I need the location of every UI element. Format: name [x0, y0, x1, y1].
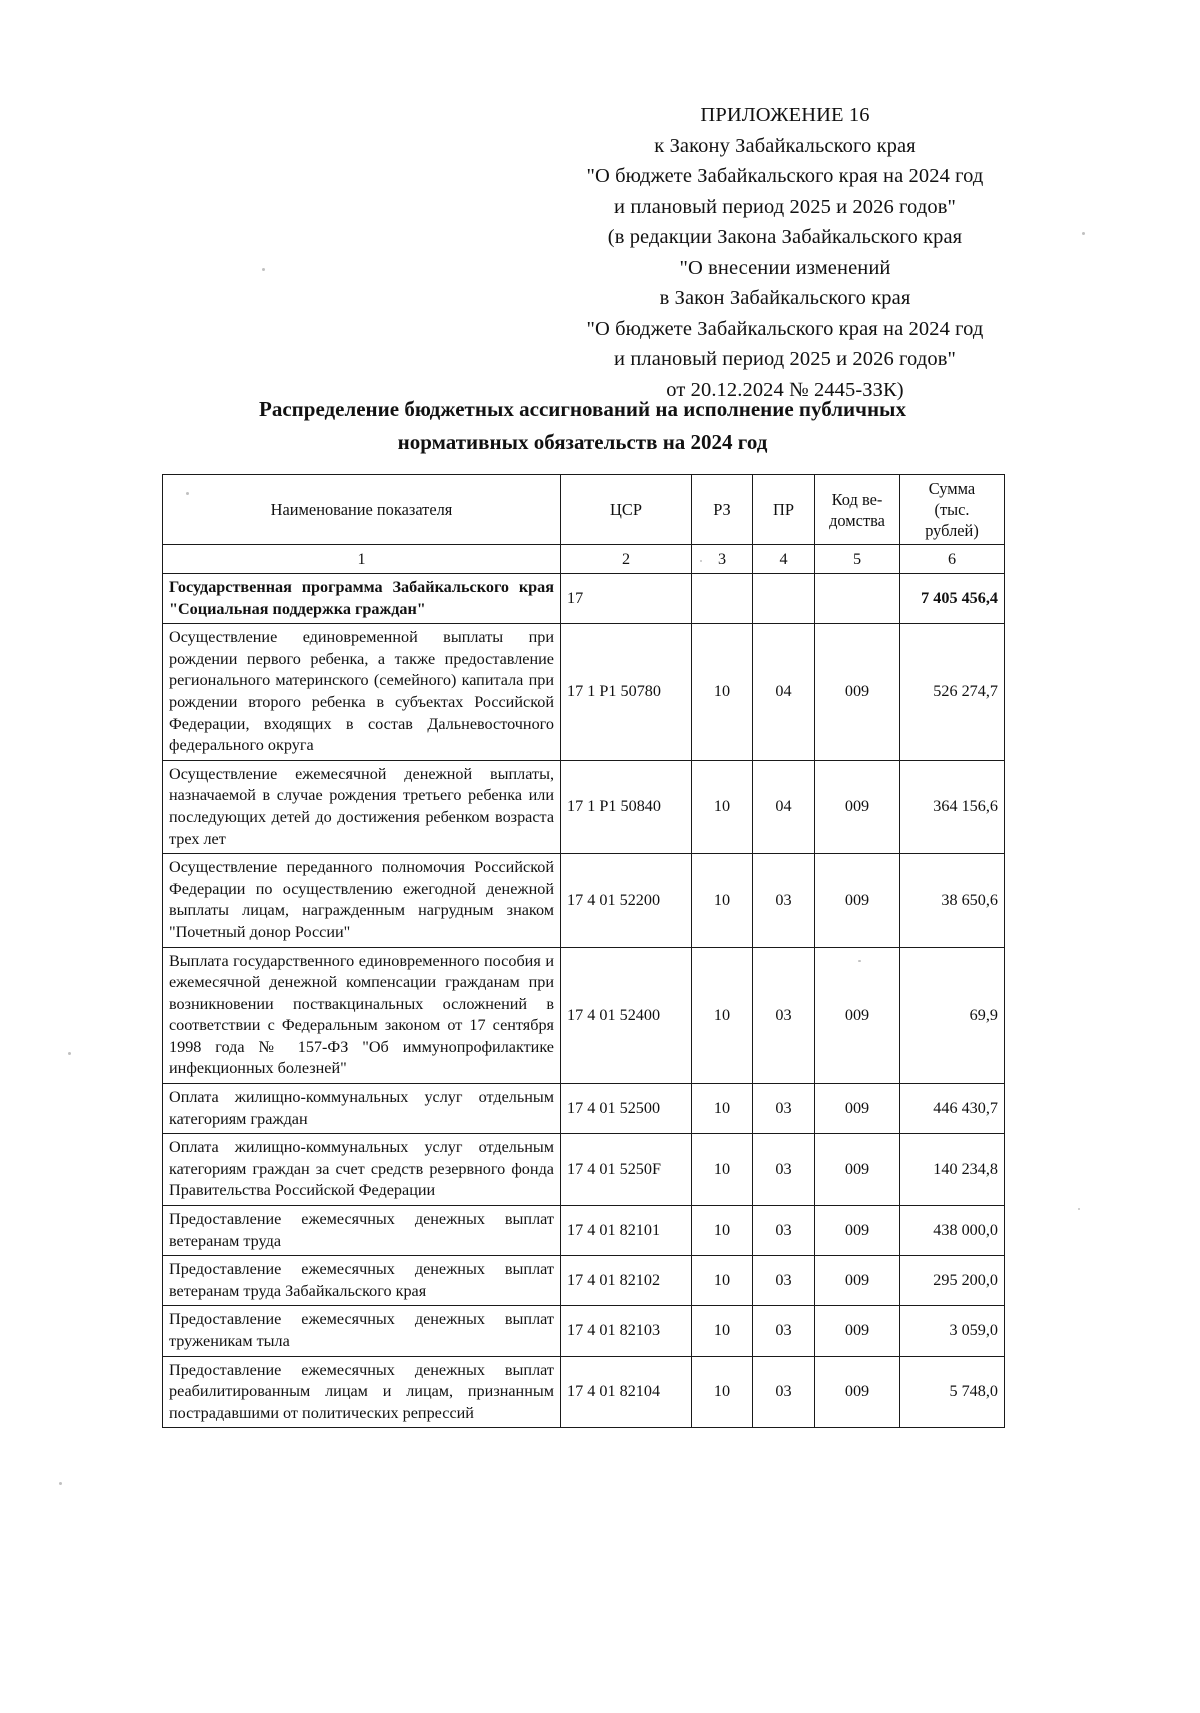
- table-row: [163, 1134, 1005, 1206]
- document-header: [555, 100, 1015, 405]
- column-header-rz: РЗ: [692, 475, 753, 545]
- cell-rz: 10: [692, 624, 753, 761]
- cell-pr: 03: [753, 1356, 815, 1428]
- column-number-4: 4: [753, 545, 815, 574]
- table-row: [163, 854, 1005, 947]
- cell-name: Осуществление переданного полномочия Российской Федерации по осуществлению ежегодной денежной выплаты лицам, награжденным нагрудным знаком "Почетный донор России": [163, 854, 561, 947]
- column-header-pr: ПР: [753, 475, 815, 545]
- header-line-9: от 20.12.2024 № 2445-ЗЗК): [666, 378, 904, 401]
- cell-csr: 17 4 01 82102: [561, 1256, 692, 1306]
- cell-pr: 03: [753, 854, 815, 947]
- table-row: [163, 947, 1005, 1084]
- cell-name: Государственная программа Забайкальского края "Социальная поддержка граждан": [163, 574, 561, 624]
- table-header: [163, 475, 1005, 574]
- cell-csr: 17: [561, 574, 692, 624]
- cell-csr: 17 4 01 52500: [561, 1084, 692, 1134]
- cell-csr: 17 1 Р1 50780: [561, 624, 692, 761]
- column-header-summa: [900, 475, 1005, 545]
- table-row: [163, 1084, 1005, 1134]
- cell-vedomstvo: 009: [815, 1134, 900, 1206]
- cell-summa: 438 000,0: [900, 1206, 1005, 1256]
- cell-rz: [692, 574, 753, 624]
- cell-rz: 10: [692, 1256, 753, 1306]
- cell-rz: 10: [692, 1356, 753, 1428]
- cell-summa: 295 200,0: [900, 1256, 1005, 1306]
- cell-name: Предоставление ежемесячных денежных выплат ветеранам труда: [163, 1206, 561, 1256]
- column-number-row: [163, 545, 1005, 574]
- cell-summa: 38 650,6: [900, 854, 1005, 947]
- table-row: [163, 1206, 1005, 1256]
- cell-vedomstvo: 009: [815, 1084, 900, 1134]
- cell-pr: 03: [753, 1134, 815, 1206]
- cell-rz: 10: [692, 947, 753, 1084]
- table-row: [163, 1356, 1005, 1428]
- column-header-name: Наименование показателя: [163, 475, 561, 545]
- header-line-2: "О бюджете Забайкальского края на 2024 год: [586, 165, 984, 187]
- cell-vedomstvo: 009: [815, 854, 900, 947]
- cell-summa: 5 748,0: [900, 1356, 1005, 1428]
- cell-pr: 04: [753, 760, 815, 853]
- column-header-summa-line2: (тыс. рублей): [925, 500, 979, 540]
- column-header-vedomstvo-line1: Код ве-: [831, 489, 883, 509]
- cell-rz: 10: [692, 854, 753, 947]
- cell-summa: 446 430,7: [900, 1084, 1005, 1134]
- cell-name: Выплата государственного единовременного пособия и ежемесячной денежной компенсации гражданам при возникновении поствакцинальных осложнений в соответствии с Федеральным законом от 17 сентября 1998 года № 157-ФЗ "Об иммунопрофилактике инфекционных болезней": [163, 947, 561, 1084]
- cell-name: Оплата жилищно-коммунальных услуг отдельным категориям граждан: [163, 1084, 561, 1134]
- table-header-row: [163, 475, 1005, 545]
- cell-pr: 03: [753, 947, 815, 1084]
- cell-summa: 3 059,0: [900, 1306, 1005, 1356]
- header-line-3: и плановый период 2025 и 2026 годов": [614, 195, 956, 218]
- budget-table: [162, 474, 1005, 1428]
- cell-name: Предоставление ежемесячных денежных выплат ветеранам труда Забайкальского края: [163, 1256, 561, 1306]
- header-line-6: в Закон Забайкальского края: [659, 287, 911, 309]
- cell-rz: 10: [692, 760, 753, 853]
- cell-vedomstvo: 009: [815, 1356, 900, 1428]
- table-body: [163, 574, 1005, 1428]
- cell-csr: 17 4 01 52200: [561, 854, 692, 947]
- cell-csr: 17 4 01 52400: [561, 947, 692, 1084]
- cell-vedomstvo: 009: [815, 760, 900, 853]
- budget-table-wrapper: [162, 474, 1004, 1428]
- cell-summa: 526 274,7: [900, 624, 1005, 761]
- header-line-7: "О бюджете Забайкальского края на 2024 год: [586, 317, 984, 340]
- cell-pr: 04: [753, 624, 815, 761]
- cell-rz: 10: [692, 1206, 753, 1256]
- cell-rz: 10: [692, 1306, 753, 1356]
- table-row: [163, 760, 1005, 853]
- cell-rz: 10: [692, 1134, 753, 1206]
- cell-pr: 03: [753, 1084, 815, 1134]
- column-header-vedomstvo: [815, 475, 900, 545]
- cell-name: Предоставление ежемесячных денежных выплат труженикам тыла: [163, 1306, 561, 1356]
- column-header-vedomstvo-line2: домства: [829, 510, 885, 530]
- page-title-line-2: нормативных обязательств на 2024 год: [397, 430, 768, 454]
- cell-name: Осуществление единовременной выплаты при рождении первого ребенка, а также предоставление регионального материнского (семейного) капитала при рождении второго ребенка в субъектах Российской Федерации, входящих в состав Дальневосточного федерального округа: [163, 624, 561, 761]
- cell-pr: [753, 574, 815, 624]
- cell-vedomstvo: 009: [815, 1306, 900, 1356]
- cell-pr: 03: [753, 1206, 815, 1256]
- cell-vedomstvo: 009: [815, 947, 900, 1084]
- cell-summa: 7 405 456,4: [900, 574, 1005, 624]
- table-row: [163, 624, 1005, 761]
- column-header-csr: ЦСР: [561, 475, 692, 545]
- cell-name: Предоставление ежемесячных денежных выплат реабилитированным лицам и лицам, признанным пострадавшими от политических репрессий: [163, 1356, 561, 1428]
- column-number-6: 6: [900, 545, 1005, 574]
- cell-csr: 17 1 Р1 50840: [561, 760, 692, 853]
- page-title-line-1: Распределение бюджетных ассигнований на исполнение публичных: [259, 397, 906, 421]
- header-line-1: к Закону Забайкальского края: [654, 134, 916, 157]
- column-number-2: 2: [561, 545, 692, 574]
- header-line-4: (в редакции Закона Забайкальского края: [607, 226, 963, 248]
- cell-csr: 17 4 01 82104: [561, 1356, 692, 1428]
- header-line-5: "О внесении изменений: [679, 256, 891, 279]
- cell-summa: 69,9: [900, 947, 1005, 1084]
- cell-summa: 140 234,8: [900, 1134, 1005, 1206]
- appendix-number: ПРИЛОЖЕНИЕ 16: [700, 104, 870, 126]
- cell-rz: 10: [692, 1084, 753, 1134]
- table-row: [163, 1256, 1005, 1306]
- column-header-summa-line1: Сумма: [928, 479, 976, 498]
- cell-vedomstvo: 009: [815, 624, 900, 761]
- header-line-8: и плановый период 2025 и 2026 годов": [614, 348, 956, 370]
- column-number-3: 3: [692, 545, 753, 574]
- cell-vedomstvo: 009: [815, 1206, 900, 1256]
- cell-name: Оплата жилищно-коммунальных услуг отдельным категориям граждан за счет средств резервного фонда Правительства Российской Федерации: [163, 1134, 561, 1206]
- column-number-5: 5: [815, 545, 900, 574]
- cell-pr: 03: [753, 1306, 815, 1356]
- cell-vedomstvo: [815, 574, 900, 624]
- table-row: [163, 1306, 1005, 1356]
- cell-csr: 17 4 01 5250F: [561, 1134, 692, 1206]
- cell-vedomstvo: 009: [815, 1256, 900, 1306]
- cell-csr: 17 4 01 82101: [561, 1206, 692, 1256]
- cell-csr: 17 4 01 82103: [561, 1306, 692, 1356]
- cell-pr: 03: [753, 1256, 815, 1306]
- column-number-1: 1: [163, 545, 561, 574]
- cell-summa: 364 156,6: [900, 760, 1005, 853]
- cell-name: Осуществление ежемесячной денежной выплаты, назначаемой в случае рождения третьего ребенка или последующих детей до достижения ребенком возраста трех лет: [163, 760, 561, 853]
- table-row: [163, 574, 1005, 624]
- page-title: [160, 393, 1005, 459]
